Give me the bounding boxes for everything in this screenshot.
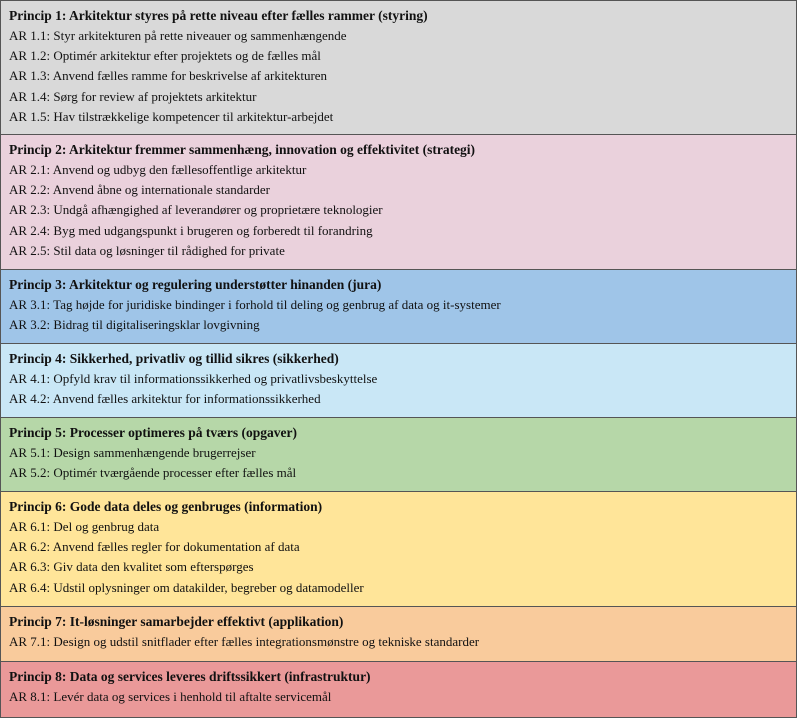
principle-2-section xyxy=(1,135,796,270)
rule-item: AR 1.1: Styr arkitekturen på rette niveauer og sammenhængende xyxy=(9,28,347,43)
rule-item: AR 2.1: Anvend og udbyg den fællesoffentlige arkitektur xyxy=(9,162,307,177)
principle-6-title: Princip 6: Gode data deles og genbruges (information) xyxy=(9,499,323,514)
rule-item: AR 2.3: Undgå afhængighed af leverandører og proprietære teknologier xyxy=(9,202,383,218)
rule-item: AR 3.2: Bidrag til digitaliseringsklar lovgivning xyxy=(9,317,260,333)
rule-item: AR 1.5: Hav tilstrækkelige kompetencer til arkitektur-arbejdet xyxy=(9,108,334,124)
principle-5-title: Princip 5: Processer optimeres på tværs (opgaver) xyxy=(9,425,297,440)
rule-item: AR 4.1: Opfyld krav til informationssikkerhed og privatlivsbeskyttelse xyxy=(9,371,378,386)
rule-item: AR 2.2: Anvend åbne og internationale standarder xyxy=(9,182,271,198)
rule-item: AR 5.2: Optimér tværgående processer efter fælles mål xyxy=(9,465,297,481)
principle-3-section xyxy=(1,270,796,344)
rule-item: AR 6.1: Del og genbrug data xyxy=(9,519,160,534)
rule-item: AR 2.5: Stil data og løsninger til rådighed for private xyxy=(9,242,285,258)
principle-1-title: Princip 1: Arkitektur styres på rette niveau efter fælles rammer (styring) xyxy=(9,8,428,23)
principle-1-section xyxy=(1,1,796,135)
rule-item: AR 6.3: Giv data den kvalitet som efterspørges xyxy=(9,559,254,575)
rule-item: AR 8.1: Levér data og services i henhold til aftalte servicemål xyxy=(9,689,332,704)
principle-4-title: Princip 4: Sikkerhed, privatliv og tillid sikres (sikkerhed) xyxy=(9,351,339,366)
rule-item: AR 3.1: Tag højde for juridiske bindinger i forhold til deling og genbrug af data og it-systemer xyxy=(9,297,501,312)
rule-item: AR 5.1: Design sammenhængende brugerrejser xyxy=(9,445,256,460)
principle-5-section xyxy=(1,418,796,492)
principle-6-section xyxy=(1,492,796,607)
principle-7-title: Princip 7: It-løsninger samarbejder effektivt (applikation) xyxy=(9,614,344,629)
rule-item: AR 4.2: Anvend fælles arkitektur for informationssikkerhed xyxy=(9,391,321,407)
principle-7-section xyxy=(1,607,796,662)
rule-item: AR 2.4: Byg med udgangspunkt i brugeren og forberedt til forandring xyxy=(9,222,373,238)
rule-item: AR 1.4: Sørg for review af projektets arkitektur xyxy=(9,88,257,104)
principle-3-title: Princip 3: Arkitektur og regulering understøtter hinanden (jura) xyxy=(9,277,382,292)
principle-2-title: Princip 2: Arkitektur fremmer sammenhæng, innovation og effektivitet (strategi) xyxy=(9,142,476,157)
principle-8-title: Princip 8: Data og services leveres driftssikkert (infrastruktur) xyxy=(9,669,371,684)
rule-item: AR 1.3: Anvend fælles ramme for beskrivelse af arkitekturen xyxy=(9,68,328,84)
rule-item: AR 6.4: Udstil oplysninger om datakilder, begreber og datamodeller xyxy=(9,579,364,595)
rule-item: AR 7.1: Design og udstil snitflader efter fælles integrationsmønstre og tekniske standarder xyxy=(9,634,480,649)
rule-item: AR 6.2: Anvend fælles regler for dokumentation af data xyxy=(9,539,300,555)
principle-4-section xyxy=(1,344,796,418)
rule-item: AR 1.2: Optimér arkitektur efter projektets og de fælles mål xyxy=(9,48,321,64)
principle-8-section xyxy=(1,662,796,717)
